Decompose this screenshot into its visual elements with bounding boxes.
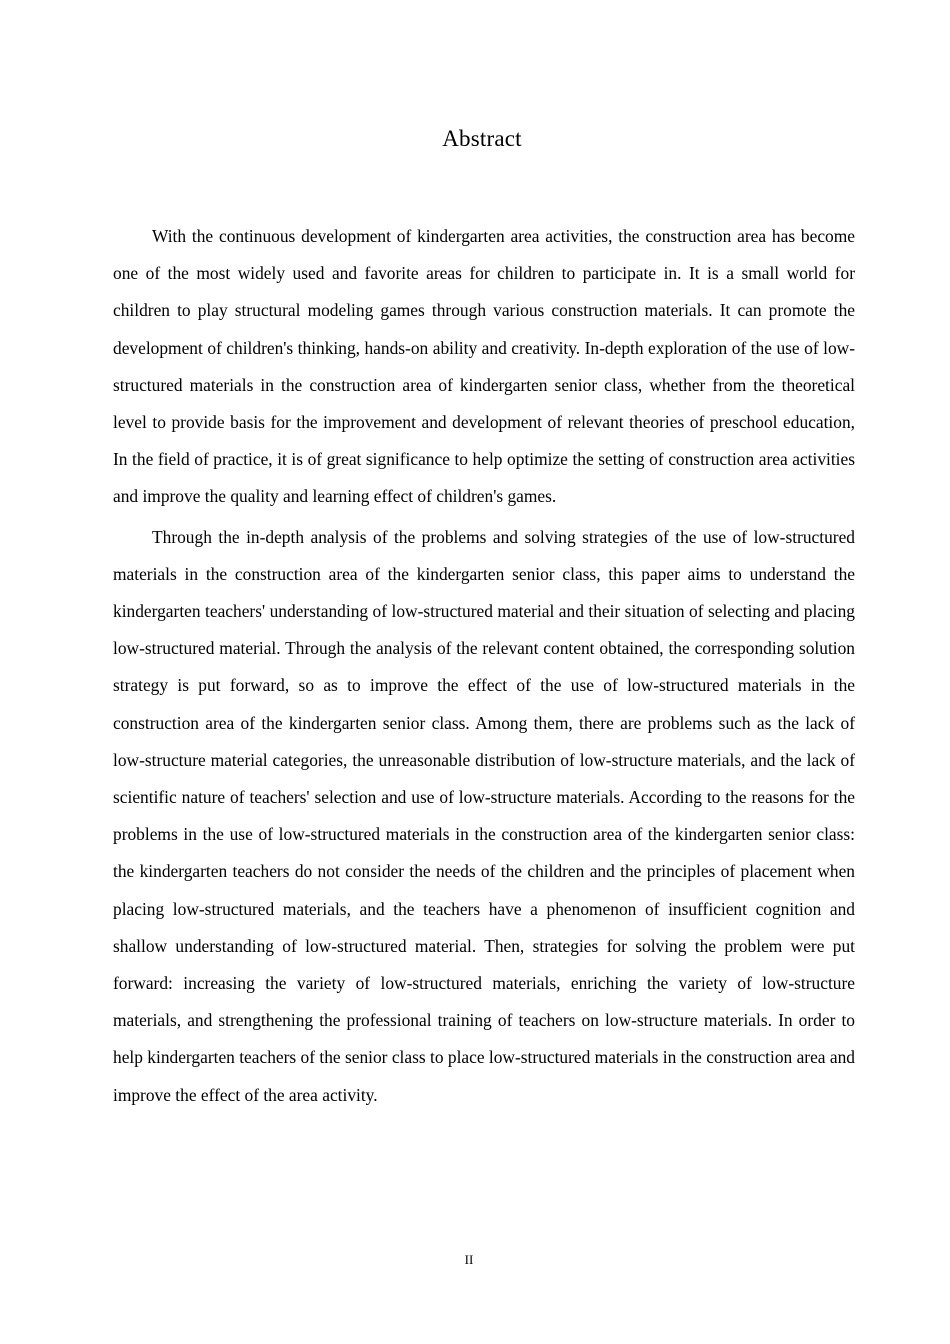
abstract-title: Abstract — [442, 126, 522, 151]
abstract-body — [113, 218, 855, 1117]
abstract-paragraph-1: With the continuous development of kindergarten area activities, the construction area has become one of the most widely used and favorite areas for children to participate in. It is a small world for children to play structural modeling games through various construction materials. It can promote the development of children's thinking, hands-on ability and creativity. In-depth exploration of the use of low-structured materials in the construction area of kindergarten senior class, whether from the theoretical level to provide basis for the improvement and development of relevant theories of preschool education, In the field of practice, it is of great significance to help optimize the setting of construction area activities and improve the quality and learning effect of children's games. — [113, 226, 855, 507]
page-number: II — [464, 1252, 474, 1267]
abstract-paragraph-2: Through the in-depth analysis of the problems and solving strategies of the use of low-structured materials in the construction area of the kindergarten senior class, this paper aims to understand the kindergarten teachers' understanding of low-structured material and their situation of selecting and placing low-structured material. Through the analysis of the relevant content obtained, the corresponding solution strategy is put forward, so as to improve the effect of the use of low-structured materials in the construction area of the kindergarten senior class. Among them, there are problems such as the lack of low-structure material categories, the unreasonable distribution of low-structure materials, and the lack of scientific nature of teachers' selection and use of low-structure materials. According to the reasons for the problems in the use of low-structured materials in the construction area of the kindergarten senior class: the kindergarten teachers do not consider the needs of the children and the principles of placement when placing low-structured materials, and the teachers have a phenomenon of insufficient cognition and shallow understanding of low-structured material. Then, strategies for solving the problem were put forward: increasing the variety of low-structured materials, enriching the variety of low-structure materials, and strengthening the professional training of teachers on low-structure materials. In order to help kindergarten teachers of the senior class to place low-structured materials in the construction area and improve the effect of the area activity. — [113, 526, 855, 1105]
